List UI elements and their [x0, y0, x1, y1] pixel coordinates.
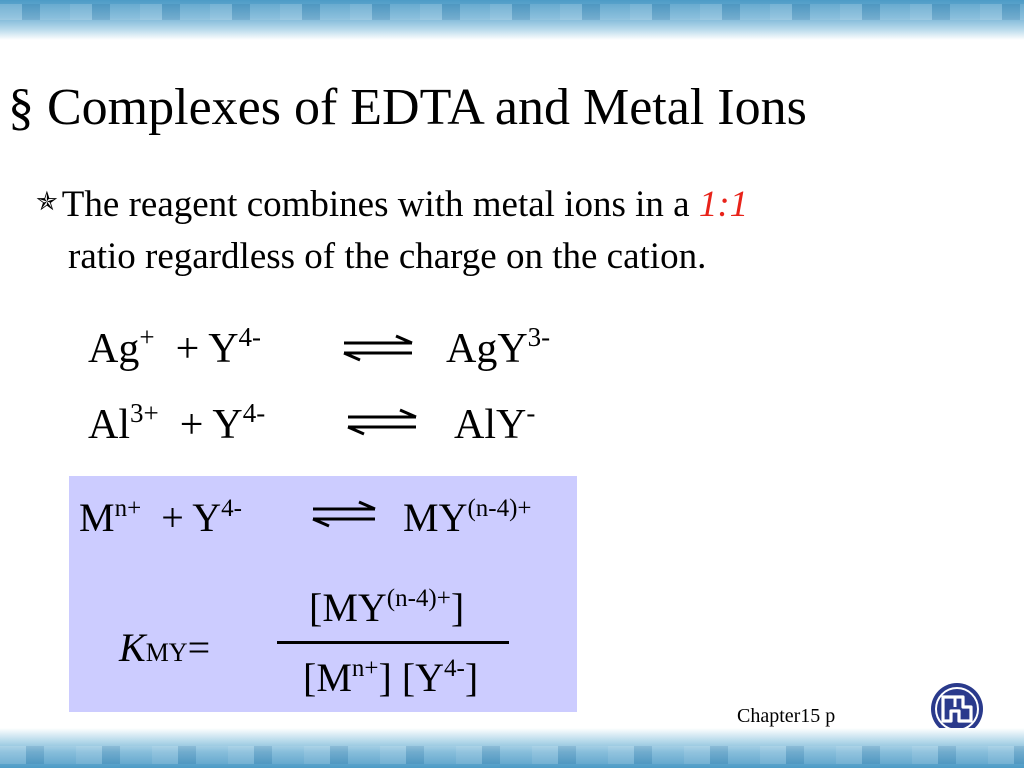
equilibrium-arrow-icon: [309, 500, 379, 528]
equilibrium-arrow-icon: [344, 408, 420, 436]
reactant-al: Al: [88, 402, 130, 448]
bullet-text-1: The reagent combines with metal ions in a: [61, 184, 699, 225]
equation-aluminum-reactants: [88, 398, 266, 448]
denominator-y-close: ]: [464, 655, 479, 700]
equals-sign: =: [187, 625, 211, 670]
k-symbol: K: [119, 625, 146, 670]
numerator-charge: (n-4)+: [386, 585, 451, 612]
denominator-m-close: ]: [378, 655, 392, 700]
general-equation-reactants: [79, 495, 242, 540]
numerator-open: [MY: [309, 585, 387, 630]
reactant-m: M: [79, 495, 115, 540]
general-equation-box: [69, 476, 577, 712]
denominator-y-open: [Y: [401, 655, 445, 700]
fraction-numerator: [309, 585, 465, 630]
reactant-al-charge: 3+: [130, 398, 159, 428]
slide-title: § Complexes of EDTA and Metal Ions: [8, 79, 807, 136]
bullet-line-1: [36, 186, 748, 223]
denominator-y-charge: 4-: [444, 655, 465, 682]
reagent-y-charge: 4-: [238, 322, 262, 352]
bottom-decorative-band: [0, 728, 1024, 768]
ratio-highlight: 1:1: [698, 184, 749, 225]
k-subscript: MY: [145, 638, 188, 667]
fraction-bar: [277, 641, 509, 644]
reagent-y: + Y: [161, 495, 222, 540]
product-agy: AgY: [446, 326, 528, 372]
denominator-m-charge: n+: [351, 655, 379, 682]
equation-silver-reactants: [88, 322, 262, 372]
equilibrium-arrow-icon: [340, 334, 416, 362]
fraction-denominator: [303, 655, 479, 700]
reactant-ag: Ag: [88, 326, 140, 372]
product-my: MY: [403, 495, 468, 540]
formation-constant-label: [119, 625, 211, 670]
product-my-charge: (n-4)+: [467, 495, 532, 522]
reagent-y-charge: 4-: [242, 398, 266, 428]
reagent-y: + Y: [179, 402, 243, 448]
denominator-m-open: [M: [303, 655, 352, 700]
footer-chapter-label: Chapter15 p: [737, 705, 836, 727]
equation-silver-product: [446, 322, 551, 372]
reactant-ag-charge: +: [139, 322, 155, 352]
reagent-y-charge: 4-: [221, 495, 242, 522]
product-aly: AlY: [454, 402, 527, 448]
equation-aluminum-product: [454, 398, 536, 448]
star-icon: ✯: [36, 187, 58, 216]
product-agy-charge: 3-: [527, 322, 551, 352]
bullet-line-2: ratio regardless of the charge on the cation.: [68, 236, 707, 277]
product-aly-charge: -: [526, 398, 536, 428]
general-equation-product: [403, 495, 532, 540]
numerator-close: ]: [450, 585, 465, 630]
top-decorative-band: [0, 0, 1024, 40]
reactant-m-charge: n+: [114, 495, 142, 522]
reagent-y: + Y: [175, 326, 239, 372]
